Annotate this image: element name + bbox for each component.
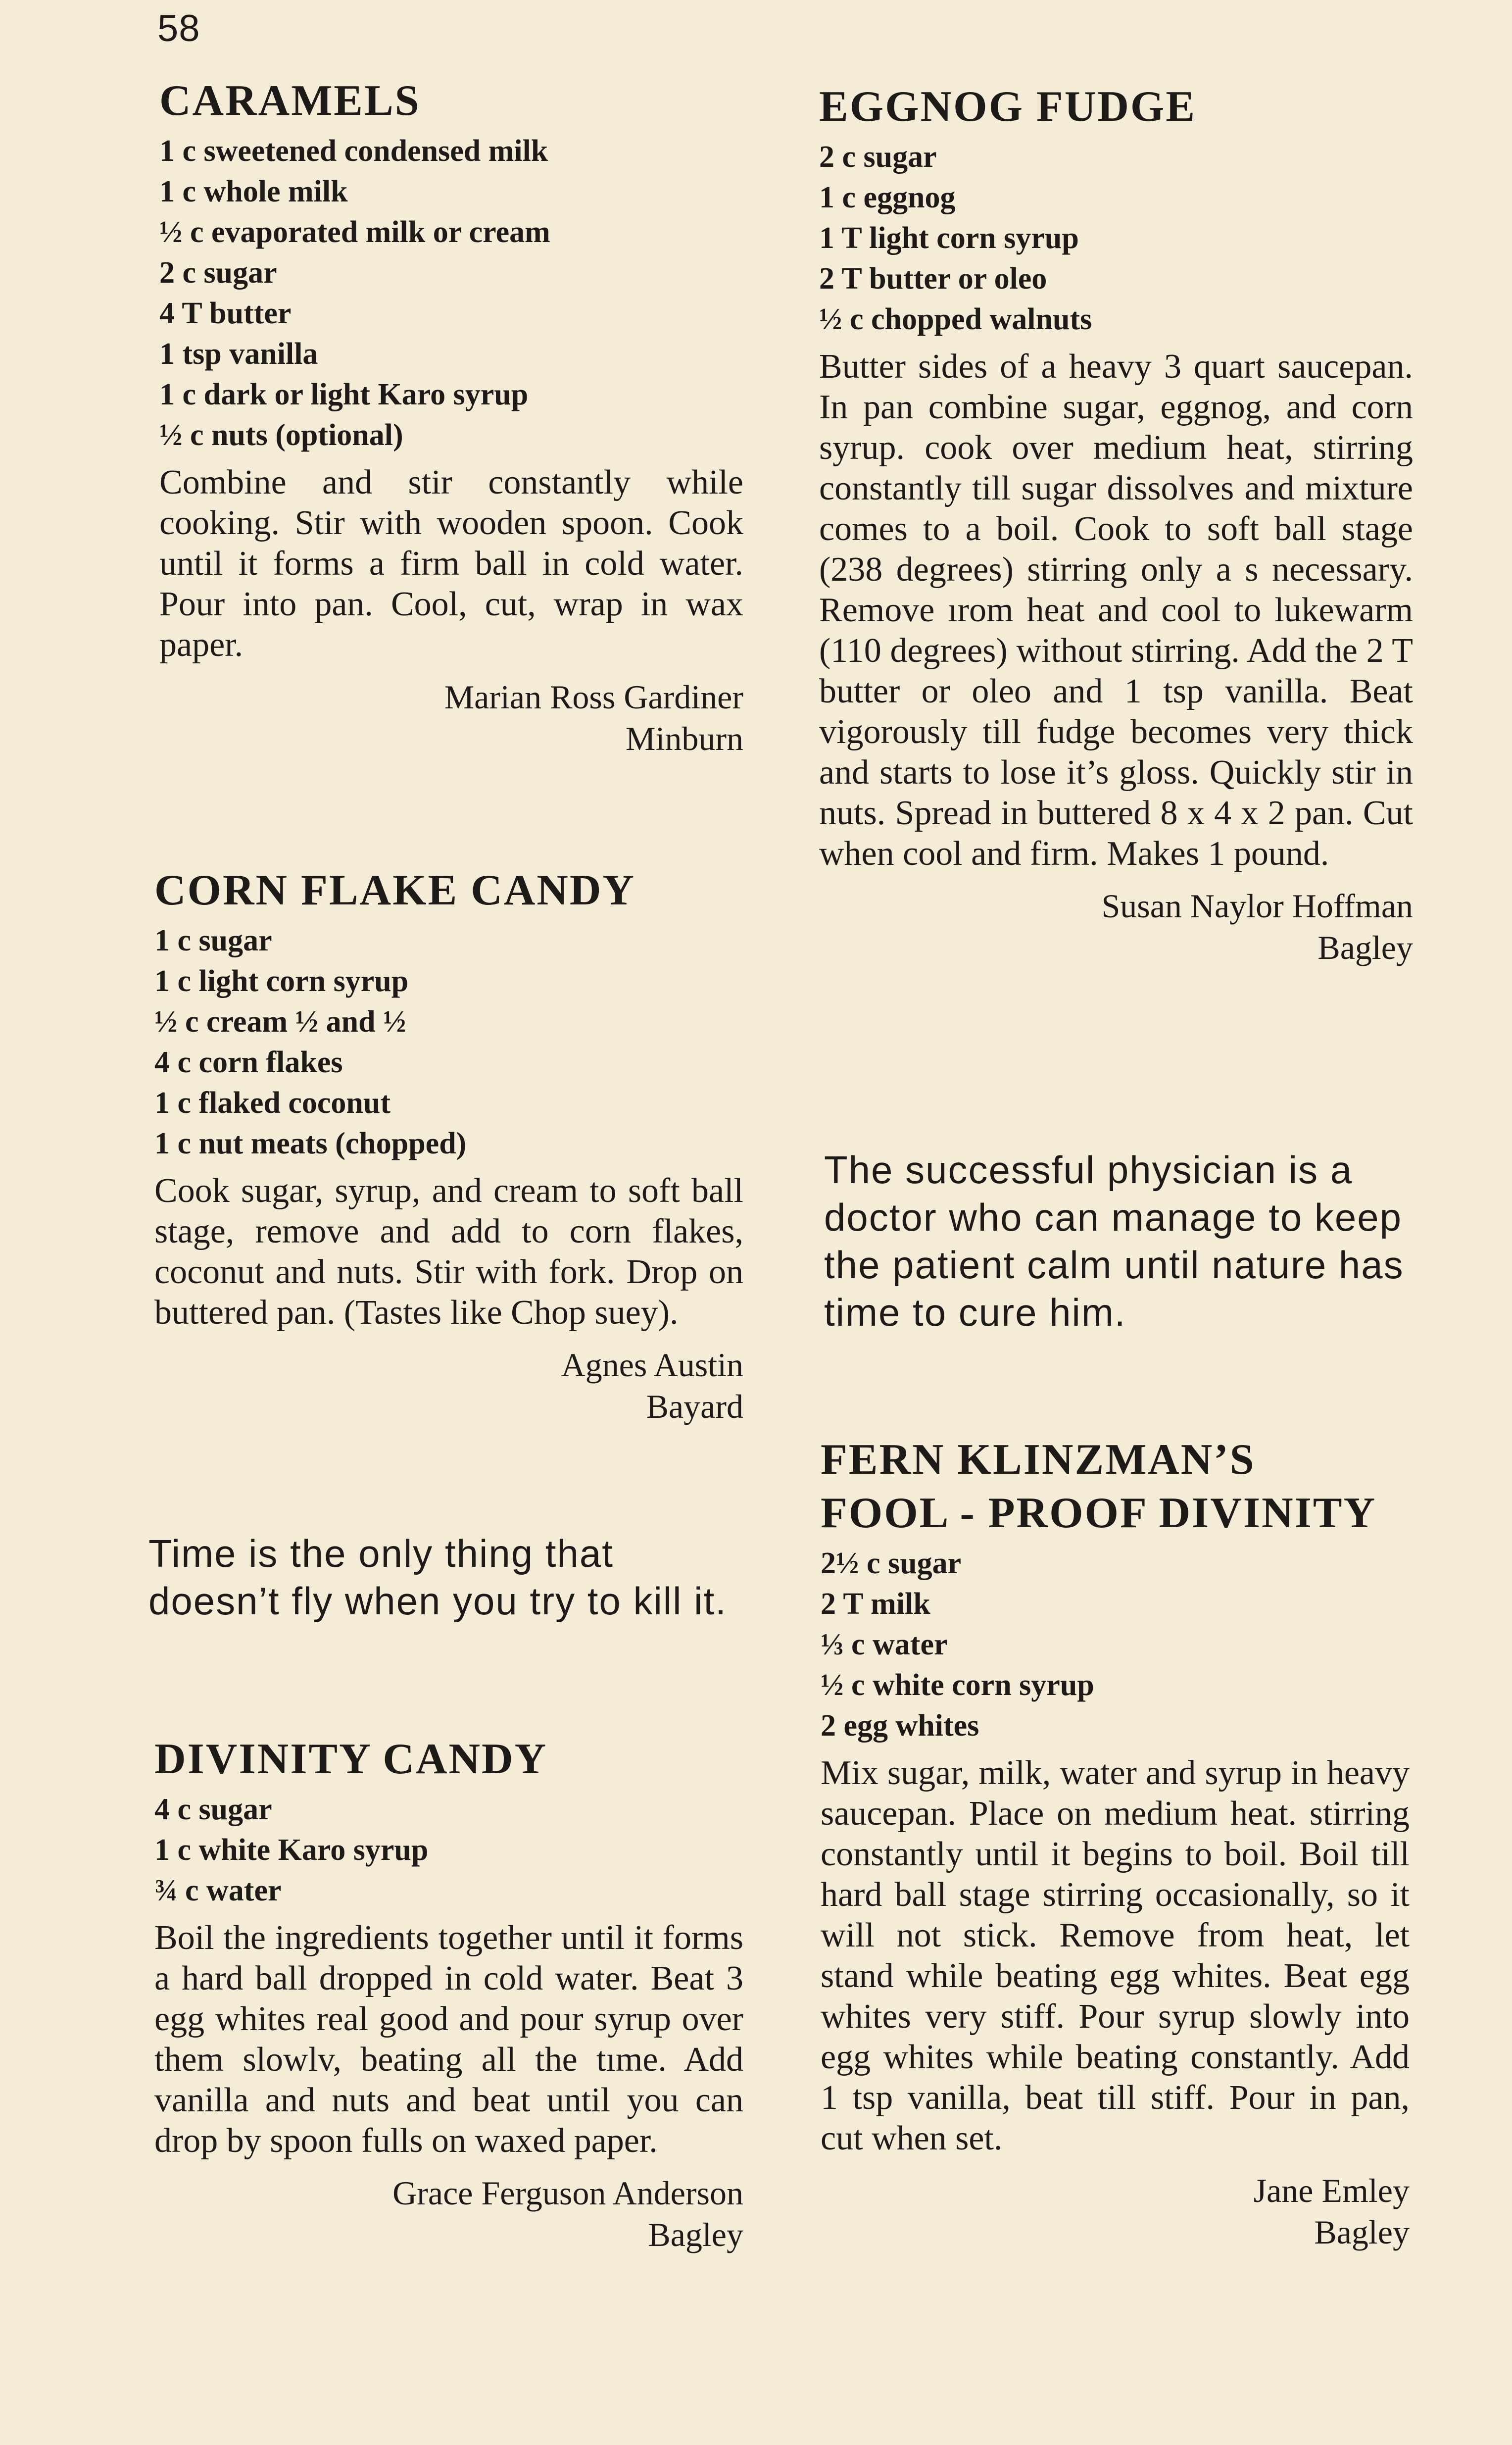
recipe-divinity-candy xyxy=(154,1733,743,2255)
recipe-byline xyxy=(154,2172,743,2255)
recipe-directions: Butter sides of a heavy 3 quart saucepan. In pan combine sugar, eggnog, and corn syrup. cook over medium heat, stirring constantly till sugar dissolves and mixture comes to a boil. Cook to soft ball stage (238 degrees) stirring only a s necessary. Remove ırom heat and cool to lukewarm (110 degrees) without stirring. Add the 2 T butter or oleo and 1 tsp vanilla. Beat vigorously till fudge becomes very thick and starts to lose it’s gloss. Quickly stir in nuts. Spread in buttered 8 x 4 x 2 pan. Cut when cool and firm. Makes 1 pound. xyxy=(819,348,1413,873)
author-town: Bagley xyxy=(648,2216,743,2253)
recipe-directions: Boil the ingredients together until it forms a hard ball dropped in cold water. Beat 3 egg whites real good and pour syrup over them slowlv, beating all the tıme. Add vanilla and nuts and beat until you can drop by spoon fulls on waxed paper. xyxy=(154,1919,743,2160)
author-name: Agnes Austin xyxy=(561,1346,743,1384)
ingredient: 4 c corn flakes xyxy=(154,1046,343,1079)
ingredient-list xyxy=(154,920,743,1164)
recipe-directions: Cook sugar, syrup, and cream to soft ball stage, remove and add to corn flakes, coconut and nuts. Stir with fork. Drop on buttered pan. (Tastes like Chop suey). xyxy=(154,1172,743,1332)
ingredient: 4 c sugar xyxy=(154,1793,272,1826)
ingredient: 1 c whole milk xyxy=(159,175,348,208)
recipe-eggnog-fudge xyxy=(819,80,1413,968)
ingredient: 1 c sweetened condensed milk xyxy=(159,134,548,168)
ingredient: 1 c flaked coconut xyxy=(154,1086,391,1120)
recipe-byline xyxy=(154,1344,743,1427)
ingredient: 2 c sugar xyxy=(159,256,277,290)
ingredient: 4 T butter xyxy=(159,297,292,330)
author-town: Bayard xyxy=(646,1388,743,1425)
ingredient: ½ c white corn syrup xyxy=(821,1668,1094,1702)
ingredient-list xyxy=(819,137,1413,340)
ingredient-list xyxy=(821,1543,1410,1746)
author-town: Minburn xyxy=(626,720,743,757)
ingredient: ½ c evaporated milk or cream xyxy=(159,215,550,249)
recipe-title-line-2: FOOL - PROOF DIVINITY xyxy=(821,1489,1377,1537)
ingredient: 1 tsp vanilla xyxy=(159,337,318,371)
recipe-title: DIVINITY CANDY xyxy=(154,1735,548,1783)
quote-time: Time is the only thing that doesn’t fly when you try to kill it. xyxy=(148,1532,727,1623)
ingredient: 1 c sugar xyxy=(154,924,272,957)
ingredient: 2 T milk xyxy=(821,1587,930,1621)
recipe-title: EGGNOG FUDGE xyxy=(819,83,1197,131)
ingredient: 1 c nut meats (chopped) xyxy=(154,1127,467,1160)
page-number: 58 xyxy=(157,7,200,50)
recipe-byline xyxy=(159,676,743,759)
recipe-directions: Mix sugar, milk, water and syrup in heavy saucepan. Place on medium heat. stirring constantly until it begins to boil. Boil till hard ball stage stirring occasionally, so it will not stick. Remove from heat, let stand while beating egg whites. Beat egg whites very stiff. Pour syrup slowly into egg whites while beating constantly. Add 1 tsp vanilla, beat till stiff. Pour in pan, cut when set. xyxy=(821,1754,1410,2157)
ingredient-list xyxy=(159,131,743,455)
ingredient: 2 c sugar xyxy=(819,140,937,174)
recipe-corn-flake-candy xyxy=(154,864,743,1427)
ingredient-list xyxy=(154,1789,743,1911)
ingredient: ⅓ c water xyxy=(821,1628,948,1661)
ingredient: 2½ c sugar xyxy=(821,1547,962,1580)
ingredient: 1 c eggnog xyxy=(819,181,956,214)
recipe-fern-klinzman-divinity xyxy=(821,1433,1410,2253)
author-name: Grace Ferguson Anderson xyxy=(392,2174,743,2212)
ingredient: ½ c cream ½ and ½ xyxy=(154,1005,406,1039)
ingredient: 1 c light corn syrup xyxy=(154,964,409,998)
recipe-title: CARAMELS xyxy=(159,77,421,125)
recipe-title-line-1: FERN KLINZMAN’S xyxy=(821,1436,1256,1484)
author-name: Susan Naylor Hoffman xyxy=(1101,887,1413,925)
recipe-byline xyxy=(821,2170,1410,2253)
ingredient: 1 T light corn syrup xyxy=(819,221,1079,255)
quote-physician: The successful physician is a doctor who can manage to keep the patient calm until nature has time to cure him. xyxy=(824,1148,1404,1334)
ingredient: 2 T butter or oleo xyxy=(819,262,1047,296)
author-town: Bagley xyxy=(1314,2213,1410,2251)
author-name: Marian Ross Gardiner xyxy=(444,678,743,716)
recipe-title: CORN FLAKE CANDY xyxy=(154,866,635,914)
ingredient: ½ c nuts (optional) xyxy=(159,418,403,452)
recipe-byline xyxy=(819,885,1413,968)
author-town: Bagley xyxy=(1317,929,1413,966)
recipe-directions: Combine and stir constantly while cooking. Stir with wooden spoon. Cook until it forms a firm ball in cold water. Pour into pan. Cool, cut, wrap in wax paper. xyxy=(159,463,743,664)
ingredient: 1 c dark or light Karo syrup xyxy=(159,378,529,411)
ingredient: 1 c white Karo syrup xyxy=(154,1833,429,1867)
recipe-caramels xyxy=(159,74,743,759)
ingredient: ¾ c water xyxy=(154,1874,282,1907)
author-name: Jane Emley xyxy=(1253,2172,1410,2209)
ingredient: ½ c chopped walnuts xyxy=(819,302,1092,336)
ingredient: 2 egg whites xyxy=(821,1709,979,1743)
recipe-title xyxy=(821,1433,1410,1540)
